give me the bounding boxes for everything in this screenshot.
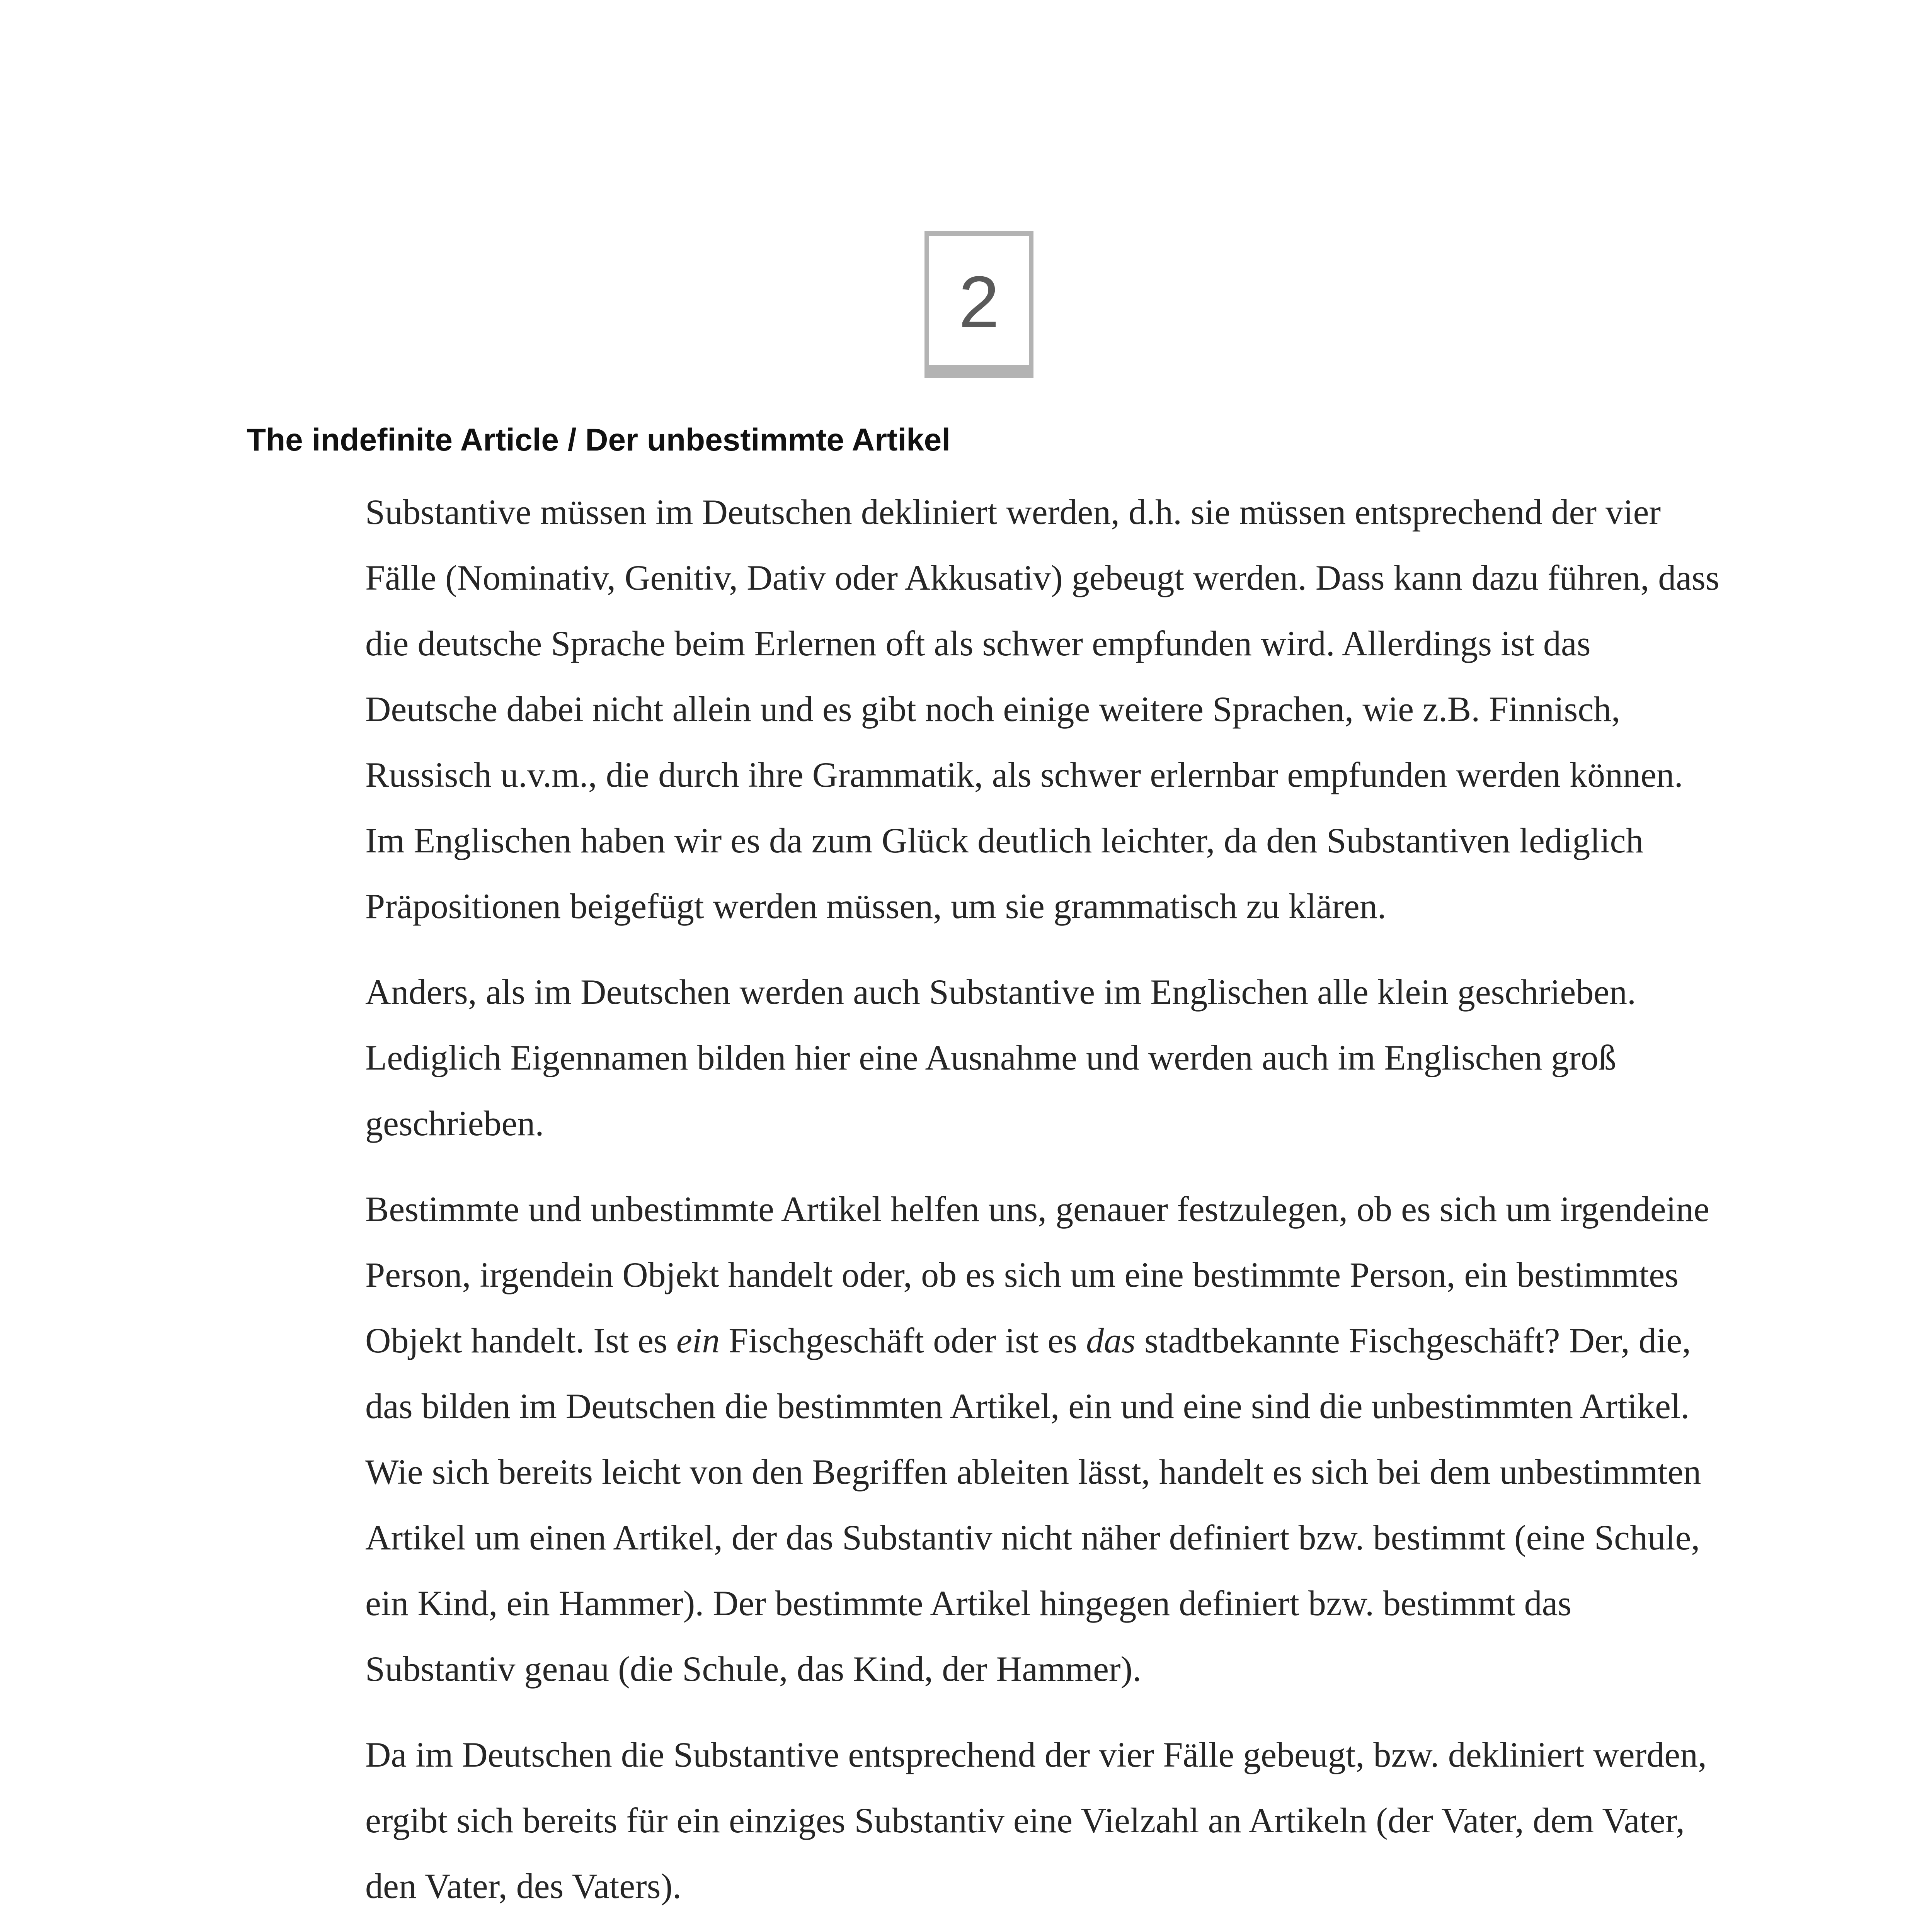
- chapter-number-box: [924, 231, 1033, 378]
- paragraph-4: Da im Deutschen die Substantive entsprechend der vier Fälle gebeugt, bzw. dekliniert werden, ergibt sich bereits für ein einziges Substantiv eine Vielzahl an Artikeln (der Vater, dem Vater, den Vater, des Vaters).: [365, 1735, 1707, 1906]
- italic-term-ein: ein: [676, 1321, 720, 1360]
- section-heading: The indefinite Article / Der unbestimmte Artikel: [247, 422, 951, 457]
- chapter-number: 2: [958, 261, 999, 343]
- paragraph-3-text: Bestimmte und unbestimmte Artikel helfen uns, genauer festzulegen, ob es sich um irgendeine Person, irgendein Objekt handelt oder, ob es sich um eine bestimmte Person, ein bestimmtes Objekt handelt. Ist es: [365, 1189, 1710, 1360]
- paragraph-3: [365, 1176, 1726, 1702]
- body-text: [365, 479, 1726, 1932]
- paragraph-2: Anders, als im Deutschen werden auch Substantive im Englischen alle klein geschrieben. Lediglich Eigennamen bilden hier eine Ausnahme und werden auch im Englischen groß geschrieben.: [365, 972, 1636, 1143]
- paragraph-3-text: stadtbekannte Fischgeschäft? Der, die, das bilden im Deutschen die bestimmten Artikel, ein und eine sind die unbestimmten Artikel. Wie sich bereits leicht von den Begriffen ableiten lässt, handelt es sich bei dem unbestimmten Artikel um einen Artikel, der das Substantiv nicht näher definiert bzw. bestimmt (eine Schule, ein Kind, ein Hammer). Der bestimmte Artikel hingegen definiert bzw. bestimmt das Substantiv genau (die Schule, das Kind, der Hammer).: [365, 1321, 1701, 1689]
- italic-term-das: das: [1086, 1321, 1136, 1360]
- paragraph-1: Substantive müssen im Deutschen dekliniert werden, d.h. sie müssen entsprechend der vier Fälle (Nominativ, Genitiv, Dativ oder Akkusativ) gebeugt werden. Dass kann dazu führen, dass die deutsche Sprache beim Erlernen oft als schwer empfunden wird. Allerdings ist das Deutsche dabei nicht allein und es gibt noch einige weitere Sprachen, wie z.B. Finnisch, Russisch u.v.m., die durch ihre Grammatik, als schwer erlernbar empfunden werden können. Im Englischen haben wir es da zum Glück deutlich leichter, da den Substantiven lediglich Präpositionen beigefügt werden müssen, um sie grammatisch zu klären.: [365, 492, 1720, 926]
- paragraph-3-text: Fischgeschäft oder ist es: [720, 1321, 1086, 1360]
